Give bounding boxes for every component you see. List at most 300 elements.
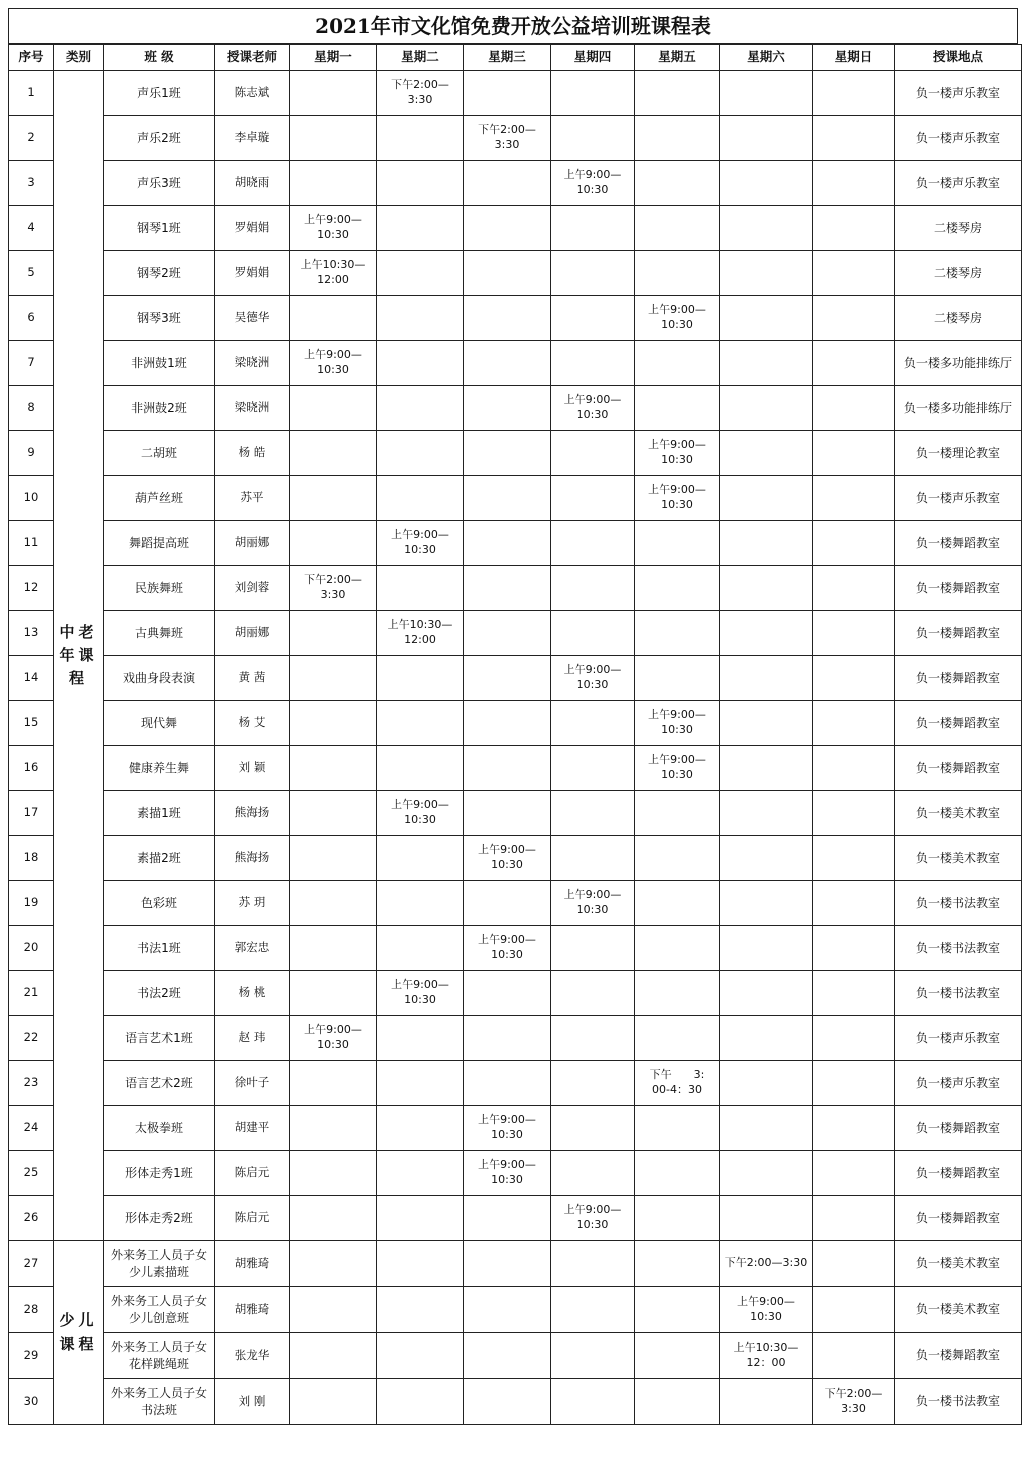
day-slot-fri xyxy=(635,836,720,881)
teacher-name: 苏 玥 xyxy=(215,881,290,926)
location: 负一楼舞蹈教室 xyxy=(895,566,1022,611)
day-slot-thu xyxy=(551,1106,635,1151)
day-slot-thu xyxy=(551,566,635,611)
day-slot-sat xyxy=(720,161,813,206)
day-slot-sun xyxy=(813,1016,895,1061)
day-slot-mon xyxy=(290,476,377,521)
header-teacher: 授课老师 xyxy=(215,45,290,71)
day-slot-wed: 上午9:00— 10:30 xyxy=(464,926,551,971)
day-slot-mon xyxy=(290,386,377,431)
class-name: 语言艺术1班 xyxy=(104,1016,215,1061)
day-slot-tue: 上午9:00— 10:30 xyxy=(377,791,464,836)
day-slot-fri: 上午9:00— 10:30 xyxy=(635,296,720,341)
day-slot-wed xyxy=(464,1061,551,1106)
teacher-name: 刘 刚 xyxy=(215,1379,290,1425)
day-slot-mon xyxy=(290,1061,377,1106)
location: 负一楼声乐教室 xyxy=(895,161,1022,206)
location: 负一楼美术教室 xyxy=(895,836,1022,881)
location: 负一楼美术教室 xyxy=(895,791,1022,836)
teacher-name: 胡晓雨 xyxy=(215,161,290,206)
day-slot-mon xyxy=(290,701,377,746)
class-name: 钢琴2班 xyxy=(104,251,215,296)
row-number: 11 xyxy=(9,521,54,566)
day-slot-fri xyxy=(635,521,720,566)
day-slot-wed xyxy=(464,341,551,386)
day-slot-mon xyxy=(290,881,377,926)
class-name: 形体走秀2班 xyxy=(104,1196,215,1241)
table-row xyxy=(9,476,1022,521)
location: 负一楼舞蹈教室 xyxy=(895,746,1022,791)
table-row xyxy=(9,1061,1022,1106)
table-row xyxy=(9,296,1022,341)
day-slot-wed xyxy=(464,1196,551,1241)
location: 负一楼舞蹈教室 xyxy=(895,1106,1022,1151)
table-body xyxy=(9,71,1022,1425)
day-slot-thu xyxy=(551,521,635,566)
class-name: 色彩班 xyxy=(104,881,215,926)
day-slot-thu: 上午9:00— 10:30 xyxy=(551,161,635,206)
day-slot-sun xyxy=(813,431,895,476)
location: 负一楼声乐教室 xyxy=(895,1016,1022,1061)
day-slot-thu xyxy=(551,476,635,521)
category-cell: 少儿 课程 xyxy=(54,1241,104,1425)
row-number: 6 xyxy=(9,296,54,341)
teacher-name: 李卓璇 xyxy=(215,116,290,161)
day-slot-tue xyxy=(377,476,464,521)
day-slot-sun xyxy=(813,476,895,521)
location: 负一楼舞蹈教室 xyxy=(895,521,1022,566)
header-mon: 星期一 xyxy=(290,45,377,71)
day-slot-fri xyxy=(635,791,720,836)
day-slot-thu xyxy=(551,1287,635,1333)
day-slot-sat xyxy=(720,836,813,881)
day-slot-fri xyxy=(635,116,720,161)
day-slot-fri xyxy=(635,1379,720,1425)
class-name: 声乐1班 xyxy=(104,71,215,116)
day-slot-thu xyxy=(551,926,635,971)
row-number: 27 xyxy=(9,1241,54,1287)
header-class: 班 级 xyxy=(104,45,215,71)
day-slot-sat xyxy=(720,521,813,566)
day-slot-sun xyxy=(813,1241,895,1287)
day-slot-thu xyxy=(551,701,635,746)
day-slot-sun xyxy=(813,206,895,251)
day-slot-wed xyxy=(464,206,551,251)
day-slot-wed xyxy=(464,881,551,926)
day-slot-mon xyxy=(290,521,377,566)
day-slot-wed xyxy=(464,1379,551,1425)
page-title: 2021年市文化馆免费开放公益培训班课程表 xyxy=(8,8,1018,44)
day-slot-sat xyxy=(720,206,813,251)
day-slot-sun xyxy=(813,701,895,746)
table-row xyxy=(9,791,1022,836)
day-slot-thu xyxy=(551,116,635,161)
day-slot-thu xyxy=(551,1241,635,1287)
teacher-name: 陈志斌 xyxy=(215,71,290,116)
row-number: 13 xyxy=(9,611,54,656)
row-number: 5 xyxy=(9,251,54,296)
class-name: 葫芦丝班 xyxy=(104,476,215,521)
location: 负一楼理论教室 xyxy=(895,431,1022,476)
row-number: 16 xyxy=(9,746,54,791)
day-slot-mon xyxy=(290,296,377,341)
day-slot-thu xyxy=(551,1379,635,1425)
table-row xyxy=(9,836,1022,881)
day-slot-mon xyxy=(290,431,377,476)
category-cell: 中老 年课 程 xyxy=(54,71,104,1241)
location: 负一楼声乐教室 xyxy=(895,71,1022,116)
header-thu: 星期四 xyxy=(551,45,635,71)
row-number: 14 xyxy=(9,656,54,701)
day-slot-tue xyxy=(377,1241,464,1287)
day-slot-sat xyxy=(720,1106,813,1151)
day-slot-wed xyxy=(464,971,551,1016)
day-slot-mon xyxy=(290,971,377,1016)
location: 二楼琴房 xyxy=(895,251,1022,296)
day-slot-wed: 上午9:00— 10:30 xyxy=(464,1106,551,1151)
day-slot-sun xyxy=(813,1287,895,1333)
teacher-name: 罗娟娟 xyxy=(215,251,290,296)
row-number: 12 xyxy=(9,566,54,611)
day-slot-sun xyxy=(813,161,895,206)
teacher-name: 刘 颖 xyxy=(215,746,290,791)
day-slot-fri xyxy=(635,386,720,431)
teacher-name: 张龙华 xyxy=(215,1333,290,1379)
location: 二楼琴房 xyxy=(895,206,1022,251)
table-row xyxy=(9,71,1022,116)
day-slot-mon xyxy=(290,161,377,206)
day-slot-sat xyxy=(720,431,813,476)
class-name: 书法1班 xyxy=(104,926,215,971)
day-slot-thu xyxy=(551,296,635,341)
day-slot-fri xyxy=(635,926,720,971)
teacher-name: 赵 玮 xyxy=(215,1016,290,1061)
day-slot-sun xyxy=(813,521,895,566)
day-slot-thu xyxy=(551,251,635,296)
day-slot-sat xyxy=(720,1061,813,1106)
day-slot-sat xyxy=(720,746,813,791)
day-slot-wed xyxy=(464,251,551,296)
day-slot-tue xyxy=(377,1106,464,1151)
header-fri: 星期五 xyxy=(635,45,720,71)
day-slot-sun xyxy=(813,1106,895,1151)
day-slot-mon xyxy=(290,71,377,116)
row-number: 19 xyxy=(9,881,54,926)
row-number: 7 xyxy=(9,341,54,386)
day-slot-tue xyxy=(377,1151,464,1196)
row-number: 3 xyxy=(9,161,54,206)
day-slot-sat xyxy=(720,611,813,656)
table-header-row xyxy=(9,45,1022,71)
day-slot-fri: 上午9:00— 10:30 xyxy=(635,746,720,791)
day-slot-mon xyxy=(290,746,377,791)
row-number: 1 xyxy=(9,71,54,116)
day-slot-fri xyxy=(635,971,720,1016)
day-slot-mon xyxy=(290,1379,377,1425)
day-slot-sat: 下午2:00—3:30 xyxy=(720,1241,813,1287)
location: 负一楼书法教室 xyxy=(895,971,1022,1016)
day-slot-mon xyxy=(290,791,377,836)
table-row xyxy=(9,881,1022,926)
class-name: 古典舞班 xyxy=(104,611,215,656)
class-name: 舞蹈提高班 xyxy=(104,521,215,566)
day-slot-sat xyxy=(720,1196,813,1241)
day-slot-tue xyxy=(377,1333,464,1379)
teacher-name: 罗娟娟 xyxy=(215,206,290,251)
teacher-name: 苏平 xyxy=(215,476,290,521)
table-row xyxy=(9,341,1022,386)
class-name: 非洲鼓1班 xyxy=(104,341,215,386)
day-slot-sun xyxy=(813,116,895,161)
day-slot-tue xyxy=(377,116,464,161)
location: 负一楼多功能排练厅 xyxy=(895,386,1022,431)
day-slot-fri xyxy=(635,341,720,386)
class-name: 外来务工人员子女 花样跳绳班 xyxy=(104,1333,215,1379)
day-slot-sat xyxy=(720,656,813,701)
day-slot-wed xyxy=(464,791,551,836)
day-slot-sun xyxy=(813,746,895,791)
day-slot-fri xyxy=(635,656,720,701)
day-slot-wed xyxy=(464,566,551,611)
day-slot-thu xyxy=(551,971,635,1016)
day-slot-mon: 上午9:00— 10:30 xyxy=(290,341,377,386)
class-name: 声乐2班 xyxy=(104,116,215,161)
day-slot-wed xyxy=(464,1241,551,1287)
day-slot-sun xyxy=(813,1151,895,1196)
day-slot-sun xyxy=(813,71,895,116)
class-name: 素描1班 xyxy=(104,791,215,836)
location: 负一楼舞蹈教室 xyxy=(895,611,1022,656)
day-slot-thu xyxy=(551,431,635,476)
day-slot-wed xyxy=(464,1016,551,1061)
day-slot-fri xyxy=(635,1196,720,1241)
day-slot-wed xyxy=(464,71,551,116)
row-number: 24 xyxy=(9,1106,54,1151)
day-slot-wed xyxy=(464,656,551,701)
day-slot-sun: 下午2:00— 3:30 xyxy=(813,1379,895,1425)
day-slot-tue xyxy=(377,206,464,251)
table-row xyxy=(9,701,1022,746)
day-slot-tue: 上午9:00— 10:30 xyxy=(377,971,464,1016)
day-slot-wed xyxy=(464,521,551,566)
table-row xyxy=(9,251,1022,296)
day-slot-mon xyxy=(290,1241,377,1287)
header-tue: 星期二 xyxy=(377,45,464,71)
table-row xyxy=(9,161,1022,206)
day-slot-sun xyxy=(813,791,895,836)
table-row xyxy=(9,1241,1022,1287)
class-name: 素描2班 xyxy=(104,836,215,881)
table-row xyxy=(9,1287,1022,1333)
day-slot-fri: 下午 3: 00-4：30 xyxy=(635,1061,720,1106)
day-slot-fri xyxy=(635,881,720,926)
class-name: 二胡班 xyxy=(104,431,215,476)
day-slot-fri xyxy=(635,611,720,656)
row-number: 26 xyxy=(9,1196,54,1241)
header-sun: 星期日 xyxy=(813,45,895,71)
day-slot-thu xyxy=(551,1016,635,1061)
day-slot-fri xyxy=(635,71,720,116)
class-name: 形体走秀1班 xyxy=(104,1151,215,1196)
row-number: 21 xyxy=(9,971,54,1016)
class-name: 现代舞 xyxy=(104,701,215,746)
teacher-name: 陈启元 xyxy=(215,1151,290,1196)
table-row xyxy=(9,566,1022,611)
day-slot-wed xyxy=(464,296,551,341)
teacher-name: 胡雅琦 xyxy=(215,1241,290,1287)
day-slot-tue xyxy=(377,386,464,431)
day-slot-tue xyxy=(377,161,464,206)
row-number: 15 xyxy=(9,701,54,746)
day-slot-sat xyxy=(720,386,813,431)
day-slot-tue: 上午9:00— 10:30 xyxy=(377,521,464,566)
location: 负一楼舞蹈教室 xyxy=(895,1196,1022,1241)
day-slot-sat xyxy=(720,1016,813,1061)
day-slot-sat xyxy=(720,971,813,1016)
class-name: 钢琴3班 xyxy=(104,296,215,341)
row-number: 22 xyxy=(9,1016,54,1061)
day-slot-fri xyxy=(635,161,720,206)
day-slot-mon xyxy=(290,656,377,701)
day-slot-mon xyxy=(290,1196,377,1241)
day-slot-sun xyxy=(813,341,895,386)
day-slot-sun xyxy=(813,566,895,611)
class-name: 外来务工人员子女 少儿素描班 xyxy=(104,1241,215,1287)
day-slot-mon xyxy=(290,1106,377,1151)
row-number: 29 xyxy=(9,1333,54,1379)
day-slot-sun xyxy=(813,1061,895,1106)
day-slot-tue: 上午10:30— 12:00 xyxy=(377,611,464,656)
class-name: 语言艺术2班 xyxy=(104,1061,215,1106)
day-slot-thu xyxy=(551,611,635,656)
day-slot-sat xyxy=(720,1151,813,1196)
day-slot-tue: 下午2:00— 3:30 xyxy=(377,71,464,116)
table-row xyxy=(9,1379,1022,1425)
day-slot-wed xyxy=(464,701,551,746)
day-slot-sun xyxy=(813,836,895,881)
table-row xyxy=(9,746,1022,791)
day-slot-sun xyxy=(813,296,895,341)
day-slot-tue xyxy=(377,1379,464,1425)
day-slot-tue xyxy=(377,431,464,476)
day-slot-tue xyxy=(377,1196,464,1241)
header-wed: 星期三 xyxy=(464,45,551,71)
day-slot-wed xyxy=(464,386,551,431)
table-row xyxy=(9,431,1022,476)
day-slot-mon xyxy=(290,116,377,161)
header-location: 授课地点 xyxy=(895,45,1022,71)
day-slot-thu xyxy=(551,1151,635,1196)
header-sat: 星期六 xyxy=(720,45,813,71)
day-slot-sat xyxy=(720,881,813,926)
teacher-name: 杨 桃 xyxy=(215,971,290,1016)
day-slot-thu xyxy=(551,836,635,881)
day-slot-mon xyxy=(290,1333,377,1379)
table-row xyxy=(9,1151,1022,1196)
day-slot-tue xyxy=(377,881,464,926)
row-number: 30 xyxy=(9,1379,54,1425)
day-slot-sat xyxy=(720,476,813,521)
table-row xyxy=(9,386,1022,431)
teacher-name: 杨 艾 xyxy=(215,701,290,746)
class-name: 书法2班 xyxy=(104,971,215,1016)
table-row xyxy=(9,1106,1022,1151)
location: 负一楼美术教室 xyxy=(895,1241,1022,1287)
day-slot-mon: 上午10:30— 12:00 xyxy=(290,251,377,296)
teacher-name: 梁晓洲 xyxy=(215,341,290,386)
table-row xyxy=(9,521,1022,566)
day-slot-sat xyxy=(720,566,813,611)
day-slot-sat xyxy=(720,296,813,341)
day-slot-fri xyxy=(635,1106,720,1151)
day-slot-tue xyxy=(377,341,464,386)
location: 负一楼美术教室 xyxy=(895,1287,1022,1333)
day-slot-sat xyxy=(720,251,813,296)
day-slot-fri xyxy=(635,1333,720,1379)
day-slot-sun xyxy=(813,251,895,296)
day-slot-fri xyxy=(635,1151,720,1196)
row-number: 2 xyxy=(9,116,54,161)
row-number: 9 xyxy=(9,431,54,476)
location: 负一楼多功能排练厅 xyxy=(895,341,1022,386)
row-number: 18 xyxy=(9,836,54,881)
teacher-name: 吴德华 xyxy=(215,296,290,341)
table-row xyxy=(9,656,1022,701)
location: 负一楼舞蹈教室 xyxy=(895,701,1022,746)
location: 负一楼声乐教室 xyxy=(895,1061,1022,1106)
day-slot-tue xyxy=(377,296,464,341)
day-slot-tue xyxy=(377,656,464,701)
table-row xyxy=(9,926,1022,971)
day-slot-sat: 上午9:00— 10:30 xyxy=(720,1287,813,1333)
location: 负一楼舞蹈教室 xyxy=(895,1151,1022,1196)
class-name: 钢琴1班 xyxy=(104,206,215,251)
location: 负一楼舞蹈教室 xyxy=(895,1333,1022,1379)
class-name: 太极拳班 xyxy=(104,1106,215,1151)
table-row xyxy=(9,206,1022,251)
day-slot-thu xyxy=(551,341,635,386)
day-slot-mon xyxy=(290,836,377,881)
day-slot-fri xyxy=(635,1287,720,1333)
location: 负一楼声乐教室 xyxy=(895,476,1022,521)
day-slot-sun xyxy=(813,611,895,656)
teacher-name: 徐叶子 xyxy=(215,1061,290,1106)
day-slot-thu xyxy=(551,791,635,836)
class-name: 外来务工人员子女 少儿创意班 xyxy=(104,1287,215,1333)
day-slot-fri: 上午9:00— 10:30 xyxy=(635,476,720,521)
day-slot-thu xyxy=(551,1333,635,1379)
day-slot-sat xyxy=(720,791,813,836)
day-slot-mon: 上午9:00— 10:30 xyxy=(290,1016,377,1061)
day-slot-thu: 上午9:00— 10:30 xyxy=(551,656,635,701)
day-slot-wed xyxy=(464,611,551,656)
day-slot-fri xyxy=(635,1016,720,1061)
day-slot-tue xyxy=(377,251,464,296)
teacher-name: 杨 皓 xyxy=(215,431,290,476)
teacher-name: 刘剑蓉 xyxy=(215,566,290,611)
day-slot-wed xyxy=(464,476,551,521)
day-slot-sun xyxy=(813,1196,895,1241)
day-slot-thu: 上午9:00— 10:30 xyxy=(551,881,635,926)
day-slot-thu: 上午9:00— 10:30 xyxy=(551,1196,635,1241)
table-row xyxy=(9,116,1022,161)
class-name: 戏曲身段表演 xyxy=(104,656,215,701)
teacher-name: 黄 茜 xyxy=(215,656,290,701)
row-number: 25 xyxy=(9,1151,54,1196)
day-slot-wed: 上午9:00— 10:30 xyxy=(464,1151,551,1196)
day-slot-thu xyxy=(551,746,635,791)
day-slot-wed xyxy=(464,1287,551,1333)
